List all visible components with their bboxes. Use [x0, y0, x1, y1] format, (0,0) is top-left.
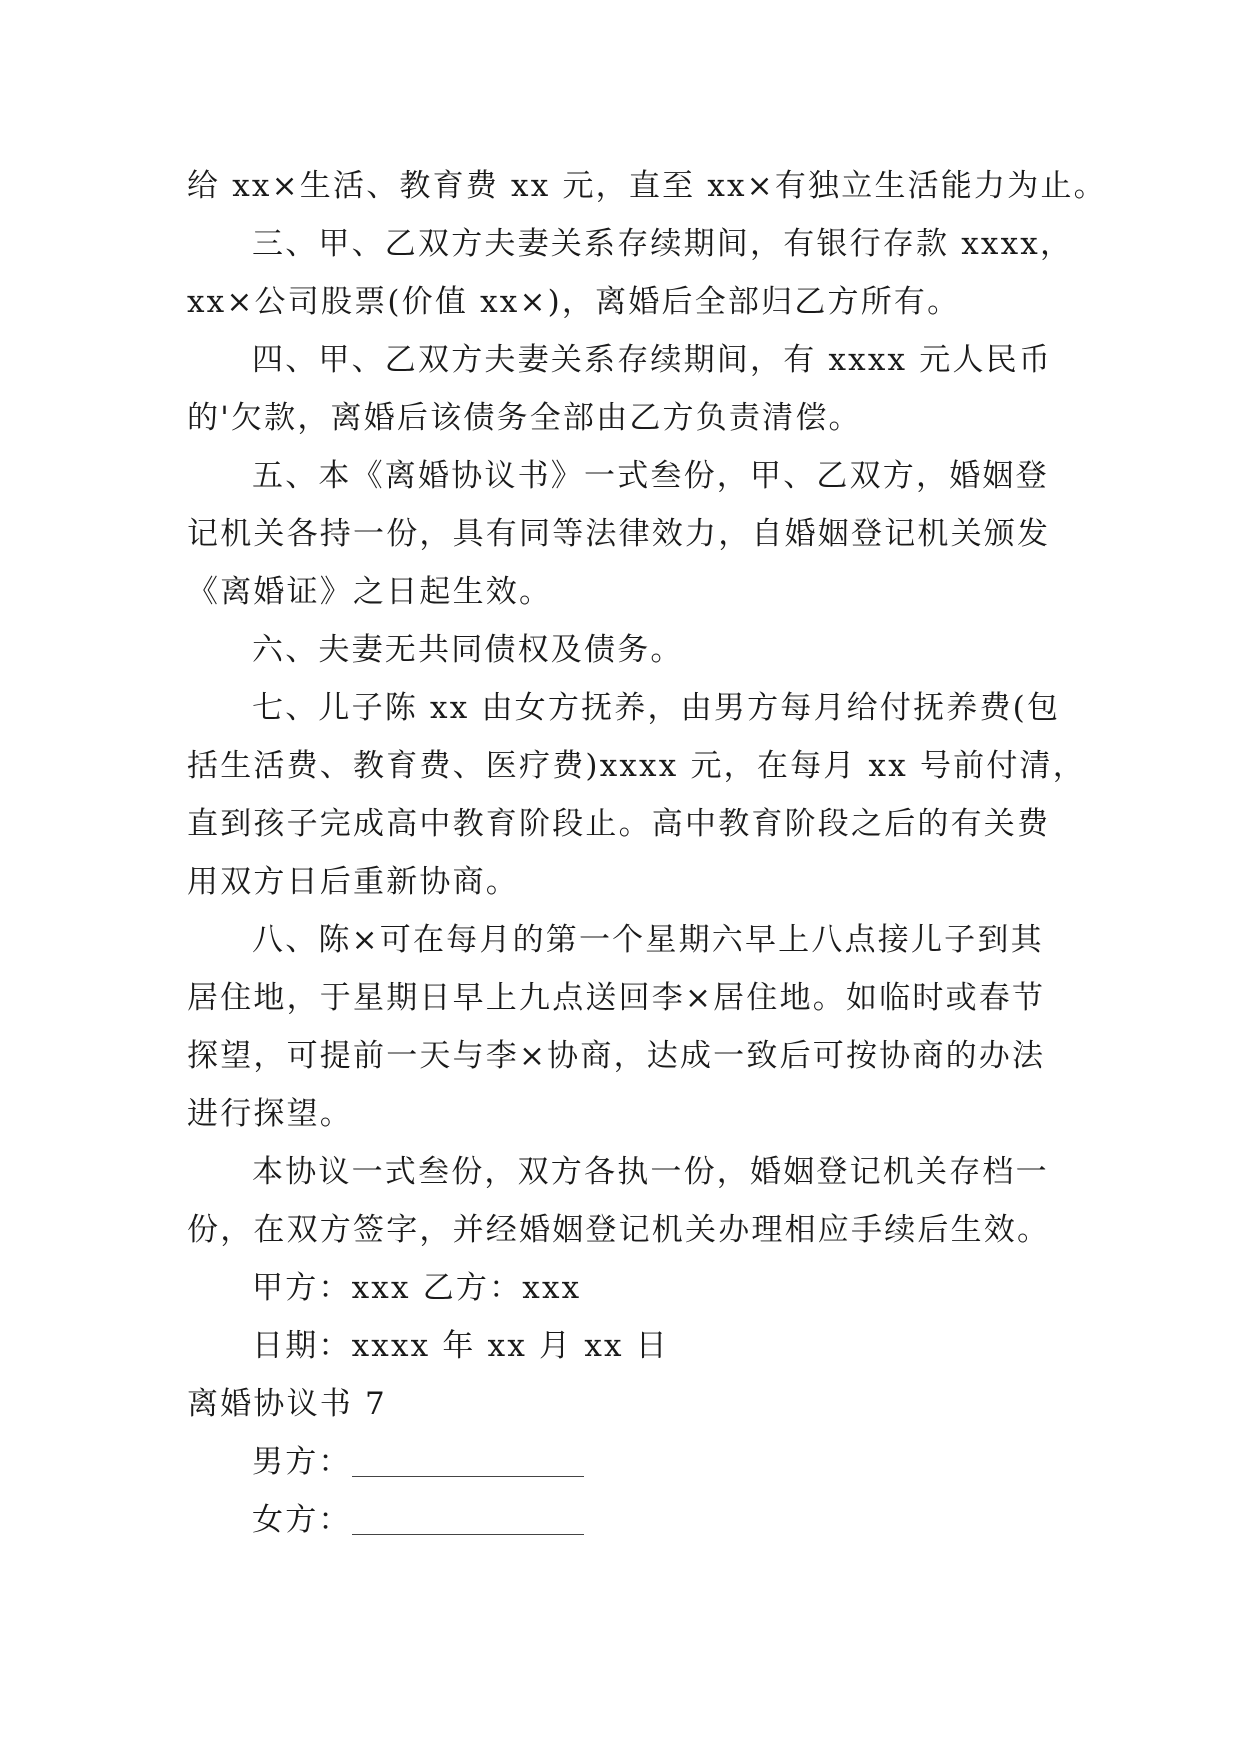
paragraph-line: 本协议一式叁份，双方各执一份，婚姻登记机关存档一 [252, 1154, 1049, 1190]
paragraph-line: 份，在双方签字，并经婚姻登记机关办理相应手续后生效。 [187, 1212, 1051, 1248]
paragraph-line: 七、儿子陈 xx 由女方抚养，由男方每月给付抚养费(包 [252, 690, 1061, 726]
male-party-row [252, 1442, 584, 1482]
section-heading: 离婚协议书 7 [187, 1386, 387, 1422]
male-party-blank [352, 1450, 584, 1477]
paragraph-line: 的'欠款，离婚后该债务全部由乙方负责清偿。 [187, 400, 862, 436]
paragraph-line: 探望，可提前一天与李×协商，达成一致后可按协商的办法 [187, 1038, 1046, 1074]
date-line: 日期：xxxx 年 xx 月 xx 日 [252, 1328, 669, 1364]
female-party-blank [352, 1508, 584, 1535]
paragraph-line: 三、甲、乙双方夫妻关系存续期间，有银行存款 xxxx， [252, 226, 1074, 262]
paragraph-line: 《离婚证》之日起生效。 [187, 574, 553, 610]
paragraph-line: 用双方日后重新协商。 [187, 864, 519, 900]
paragraph-line: 给 xx×生活、教育费 xx 元，直至 xx×有独立生活能力为止。 [187, 168, 1107, 204]
paragraph-line: xx×公司股票(价值 xx×)，离婚后全部归乙方所有。 [187, 284, 961, 320]
paragraph-line: 直到孩子完成高中教育阶段止。高中教育阶段之后的有关费 [187, 806, 1051, 842]
female-party-label: 女方： [252, 1502, 352, 1538]
paragraph-line: 记机关各持一份，具有同等法律效力，自婚姻登记机关颁发 [187, 516, 1051, 552]
paragraph-line: 进行探望。 [187, 1096, 353, 1132]
paragraph-line: 居住地，于星期日早上九点送回李×居住地。如临时或春节 [187, 980, 1046, 1016]
paragraph-line: 四、甲、乙双方夫妻关系存续期间，有 xxxx 元人民币 [252, 342, 1053, 378]
signature-line: 甲方：xxx 乙方：xxx [252, 1270, 582, 1306]
male-party-label: 男方： [252, 1444, 352, 1480]
paragraph-line: 八、陈×可在每月的第一个星期六早上八点接儿子到其 [252, 922, 1044, 958]
paragraph-line: 五、本《离婚协议书》一式叁份，甲、乙双方，婚姻登 [252, 458, 1049, 494]
female-party-row [252, 1500, 584, 1540]
paragraph-line: 括生活费、教育费、医疗费)xxxx 元，在每月 xx 号前付清， [187, 748, 1086, 784]
paragraph-line: 六、夫妻无共同债权及债务。 [252, 632, 684, 668]
